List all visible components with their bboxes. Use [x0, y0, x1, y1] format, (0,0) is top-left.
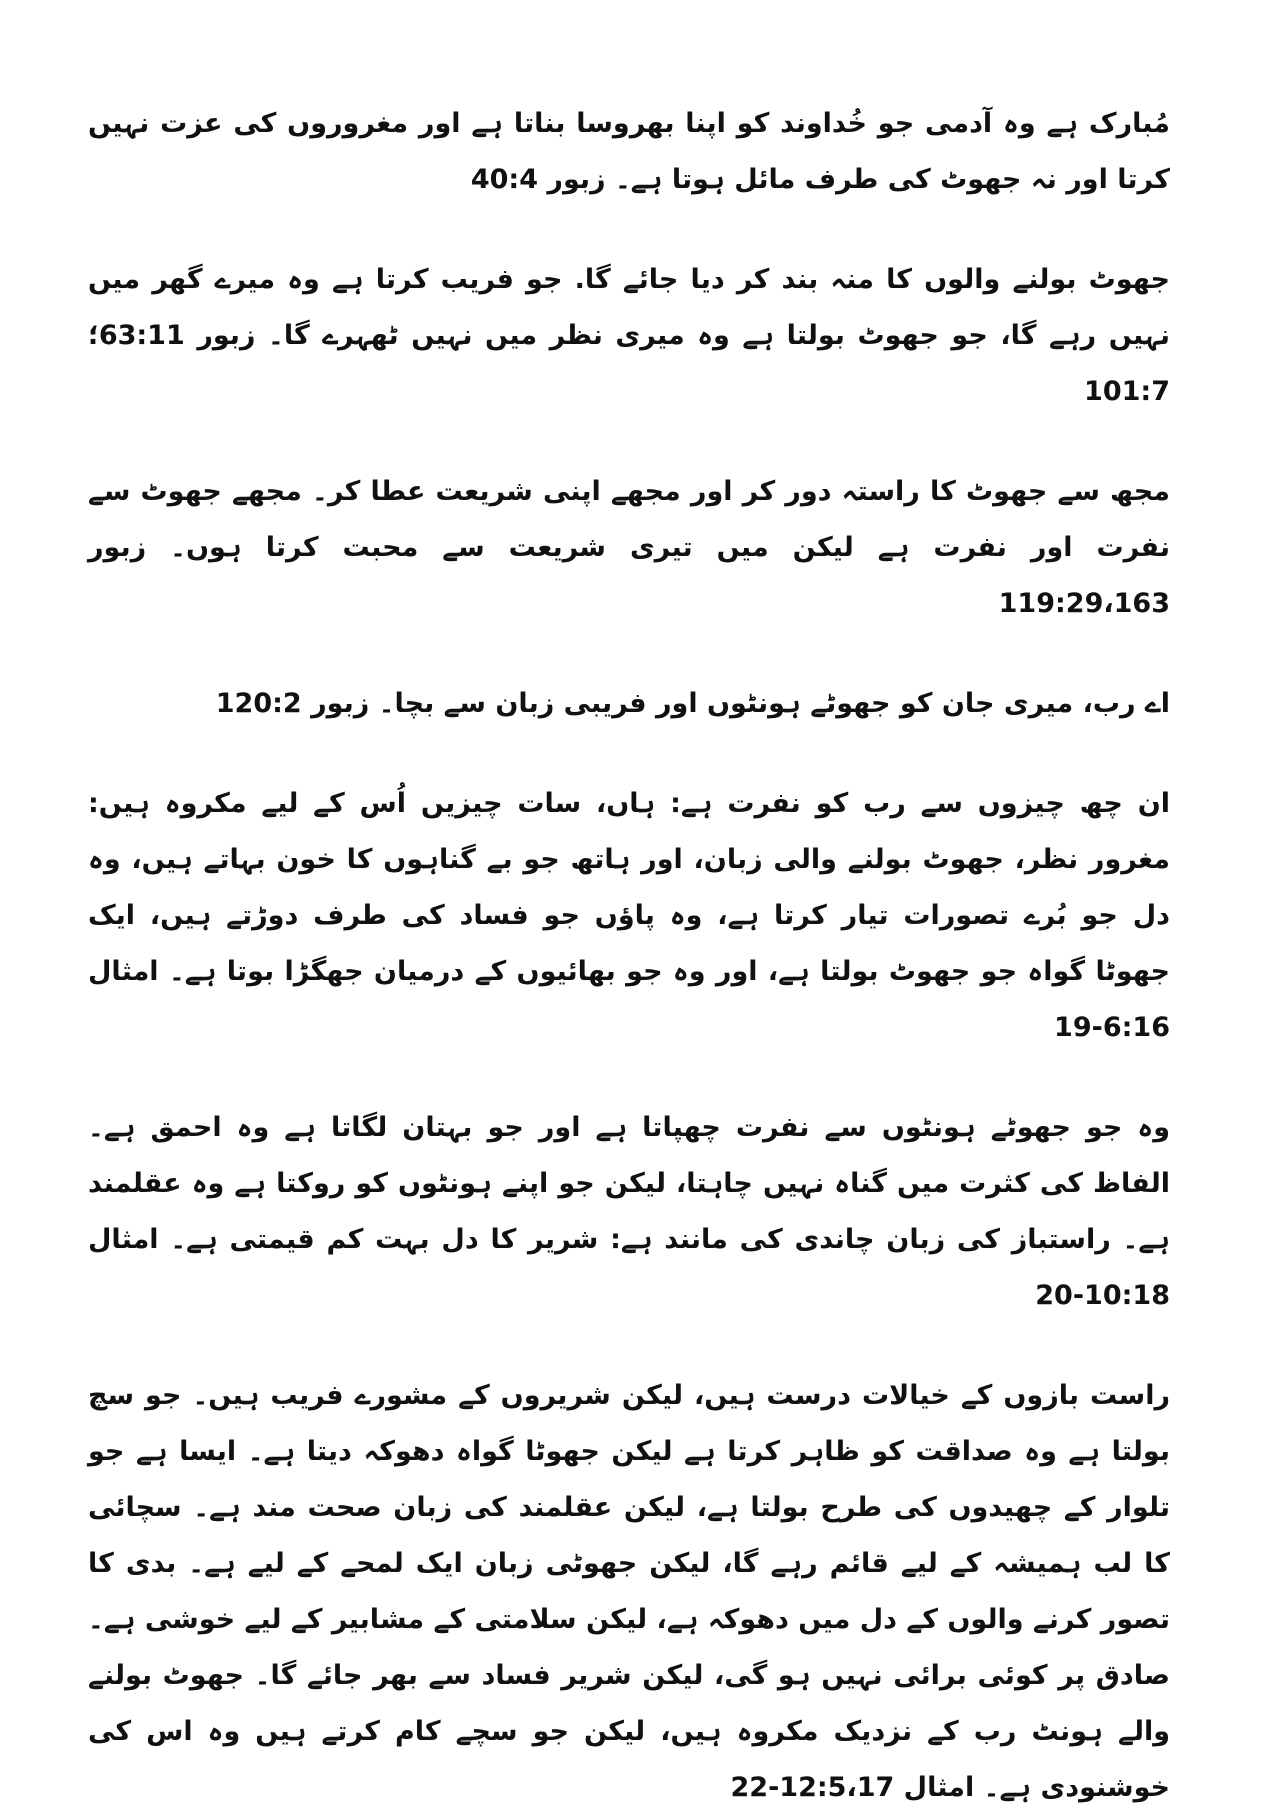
paragraph-proverbs-6-16: ان چھ چیزوں سے رب کو نفرت ہے: ہاں، سات چیزیں اُس کے لیے مکروہ ہیں: مغرور نظر، جھوٹ بولنے والی زبان، اور ہاتھ جو بے گناہوں کا خون بہاتے ہیں، وہ دل جو بُرے تصورات تیار کرتا ہے، وہ پاؤں جو فساد کی طرف دوڑتے ہیں، ایک جھوٹا گواہ جو جھوٹ بولتا ہے، اور وہ جو بھائیوں کے درمیان جھگڑا بوتا ہے۔ امثال 6:16-19: [88, 788, 1170, 1043]
paragraph-psalm-120-2: اے رب، میری جان کو جھوٹے ہونٹوں اور فریبی زبان سے بچا۔ زبور 120:2: [215, 688, 1170, 719]
paragraph-psalm-40-4: مُبارک ہے وہ آدمی جو خُداوند کو اپنا بھروسا بناتا ہے اور مغروروں کی عزت نہیں کرتا اور نہ جھوٹ کی طرف مائل ہوتا ہے۔ زبور 40:4: [88, 108, 1170, 195]
document-body: [88, 96, 1170, 1816]
paragraph-proverbs-10-18: وہ جو جھوٹے ہونٹوں سے نفرت چھپاتا ہے اور جو بہتان لگاتا ہے وہ احمق ہے۔ الفاظ کی کثرت میں گناہ نہیں چاہتا، لیکن جو اپنے ہونٹوں کو روکتا ہے وہ عقلمند ہے۔ راستباز کی زبان چاندی کی مانند ہے: شریر کا دل بہت کم قیمتی ہے۔ امثال 10:18-20: [88, 1112, 1170, 1311]
paragraph-proverbs-12-5: راست بازوں کے خیالات درست ہیں، لیکن شریروں کے مشورے فریب ہیں۔ جو سچ بولتا ہے وہ صداقت کو ظاہر کرتا ہے لیکن جھوٹا گواہ دھوکہ دیتا ہے۔ ایسا ہے جو تلوار کے چھیدوں کی طرح بولتا ہے، لیکن عقلمند کی زبان صحت مند ہے۔ سچائی کا لب ہمیشہ کے لیے قائم رہے گا، لیکن جھوٹی زبان ایک لمحے کے لیے ہے۔ بدی کا تصور کرنے والوں کے دل میں دھوکہ ہے، لیکن سلامتی کے مشابیر کے لیے خوشی ہے۔ صادق پر کوئی برائی نہیں ہو گی، لیکن شریر فساد سے بھر جائے گا۔ جھوٹ بولنے والے ہونٹ رب کے نزدیک مکروہ ہیں، لیکن جو سچے کام کرتے ہیں وہ اس کی خوشنودی ہے۔ امثال 12:5،17-22: [88, 1380, 1170, 1803]
paragraph-psalm-63-11: جھوٹ بولنے والوں کا منہ بند کر دیا جائے گا. جو فریب کرتا ہے وہ میرے گھر میں نہیں رہے گا، جو جھوٹ بولتا ہے وہ میری نظر میں نہیں ٹھہرے گا۔ زبور 63:11؛ 101:7: [88, 264, 1170, 407]
paragraph-psalm-119-29: مجھ سے جھوٹ کا راستہ دور کر اور مجھے اپنی شریعت عطا کر۔ مجھے جھوٹ سے نفرت اور نفرت ہے لیکن میں تیری شریعت سے محبت کرتا ہوں۔ زبور 119:29،163: [88, 476, 1170, 619]
